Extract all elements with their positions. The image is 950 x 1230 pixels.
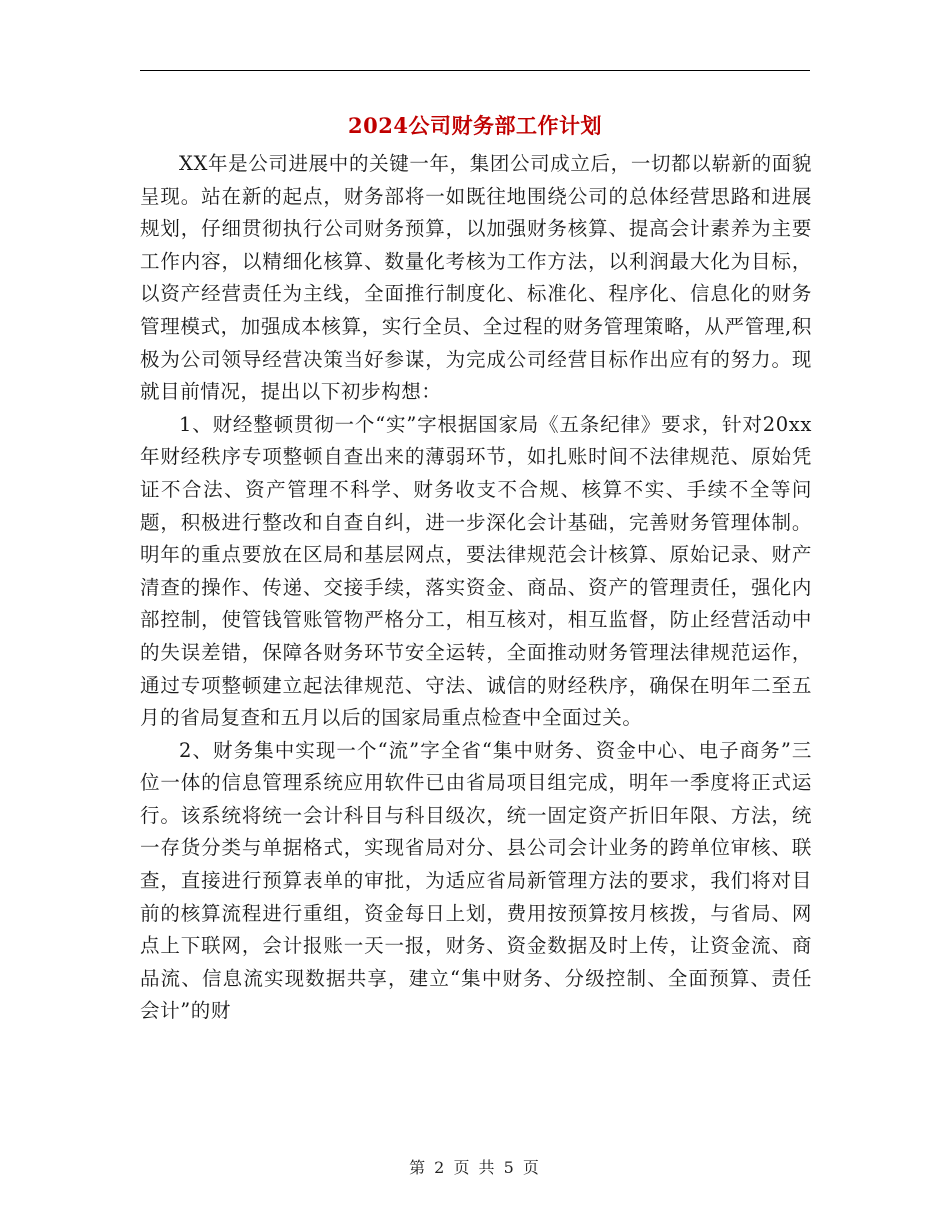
paragraph-item-2: 2、财务集中实现一个“流”字全省“集中财务、资金中心、电子商务”三位一体的信息管理系统应用软件已由省局项目组完成，明年一季度将正式运行。该系统将统一会计科目与科目级次，统一固定资产折旧年限、方法，统一存货分类与单据格式，实现省局对分、县公司会计业务的跨单位审核、联查，直接进行预算表单的审批，为适应省局新管理方法的要求，我们将对目前的核算流程进行重组，资金每日上划，费用按预算按月核拨，与省局、网点上下联网，会计报账一天一报，财务、资金数据及时上传，让资金流、商品流、信息流实现数据共享，建立“集中财务、分级控制、全面预算、责任会计”的财 (140, 738, 812, 1023)
paragraph-intro: XX年是公司进展中的关键一年，集团公司成立后，一切都以崭新的面貌呈现。站在新的起点，财务部将一如既往地围绕公司的总体经营思路和进展规划，仔细贯彻执行公司财务预算，以加强财务核算、提高会计素养为主要工作内容，以精细化核算、数量化考核为工作方法，以利润最大化为目标，以资产经营责任为主线，全面推行制度化、标准化、程序化、信息化的财务管理模式，加强成本核算，实行全员、全过程的财务管理策略，从严管理,积极为公司领导经营决策当好参谋，为完成公司经营目标作出应有的努力。现就目前情况，提出以下初步构想： (140, 152, 812, 404)
header-rule (140, 70, 810, 71)
page-number: 第 2 页 共 5 页 (409, 1158, 541, 1177)
document-title: 2024公司财务部工作计划 (348, 113, 602, 138)
paragraph-item-1: 1、财经整顿贯彻一个“实”字根据国家局《五条纪律》要求，针对20xx年财经秩序专项整顿自查出来的薄弱环节，如扎账时间不法律规范、原始凭证不合法、资产管理不科学、财务收支不合规、核算不实、手续不全等问题，积极进行整改和自查自纠，进一步深化会计基础，完善财务管理体制。明年的重点要放在区局和基层网点，要法律规范会计核算、原始记录、财产清查的操作、传递、交接手续，落实资金、商品、资产的管理责任，强化内部控制，使管钱管账管物严格分工，相互核对，相互监督，防止经营活动中的失误差错，保障各财务环节安全运转，全面推动财务管理法律规范运作，通过专项整顿建立起法律规范、守法、诚信的财经秩序，确保在明年二至五月的省局复查和五月以后的国家局重点检查中全面过关。 (140, 412, 812, 730)
document-body (140, 148, 812, 1028)
